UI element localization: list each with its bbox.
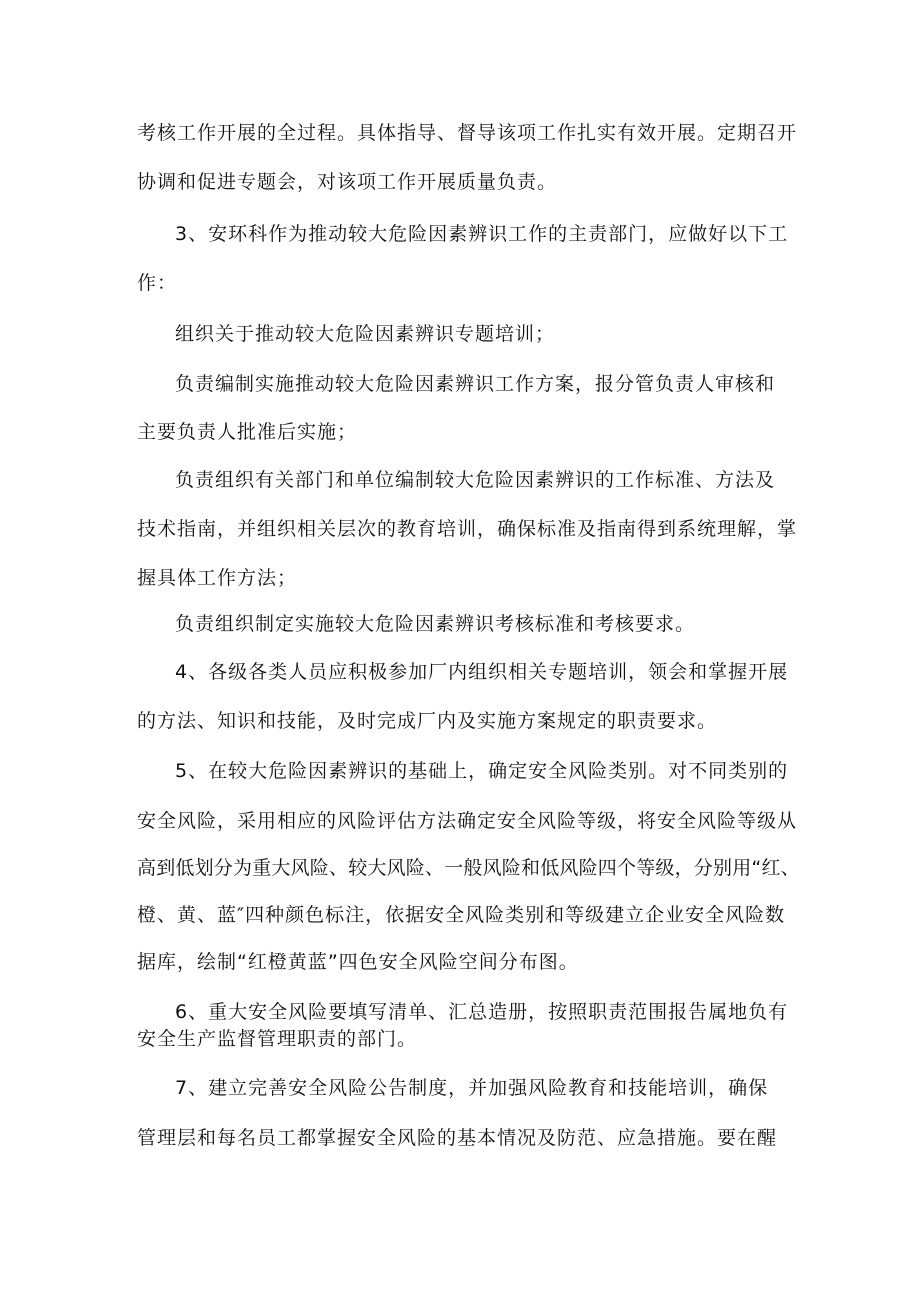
text-line: 作： [137, 272, 178, 294]
text-line: 安全风险，采用相应的风险评估方法确定安全风险等级，将安全风险等级从 [137, 810, 798, 832]
text-line: 考核工作开展的全过程。具体指导、督导该项工作扎实有效开展。定期召开 [137, 122, 798, 144]
text-line: 5、在较大危险因素辨识的基础上，确定安全风险类别。对不同类别的 [175, 760, 789, 782]
text-line: 管理层和每名员工都掌握安全风险的基本情况及防范、应急措施。要在醒 [137, 1127, 778, 1149]
text-line: 4、各级各类人员应积极参加厂内组织相关专题培训，领会和掌握开展 [175, 661, 789, 683]
text-line: 负责编制实施推动较大危险因素辨识工作方案，报分管负责人审核和 [175, 373, 776, 395]
text-line: 负责组织制定实施较大危险因素辨识考核标准和考核要求。 [175, 613, 696, 635]
text-line: 组织关于推动较大危险因素辨识专题培训； [175, 323, 556, 345]
text-line: 橙、黄、蓝″四种颜色标注，依据安全风险类别和等级建立企业安全风险数 [137, 904, 786, 926]
text-line: 3、安环科作为推动较大危险因素辨识工作的主责部门，应做好以下工 [175, 223, 789, 245]
text-line: 负责组织有关部门和单位编制较大危险因素辨识的工作标准、方法及 [175, 469, 776, 491]
text-line: 协调和促进专题会，对该项工作开展质量负责。 [137, 171, 558, 193]
text-line: 7、建立完善安全风险公告制度，并加强风险教育和技能培训，确保 [175, 1077, 769, 1099]
text-line: 技术指南，并组织相关层次的教育培训，确保标准及指南得到系统理解，掌 [137, 518, 798, 540]
text-line: 高到低划分为重大风险、较大风险、一般风险和低风险四个等级，分别用“红、 [137, 857, 800, 879]
text-line: 6、重大安全风险要填写清单、汇总造册，按照职责范围报告属地负有 [175, 1001, 789, 1023]
text-line: 的方法、知识和技能，及时完成厂内及实施方案规定的职责要求。 [137, 710, 718, 732]
text-line: 据库，绘制“红橙黄蓝”四色安全风险空间分布图。 [137, 951, 579, 973]
text-line: 握具体工作方法； [137, 567, 298, 589]
text-line: 主要负责人批准后实施； [137, 421, 358, 443]
text-line: 安全生产监督管理职责的部门。 [137, 1028, 418, 1050]
